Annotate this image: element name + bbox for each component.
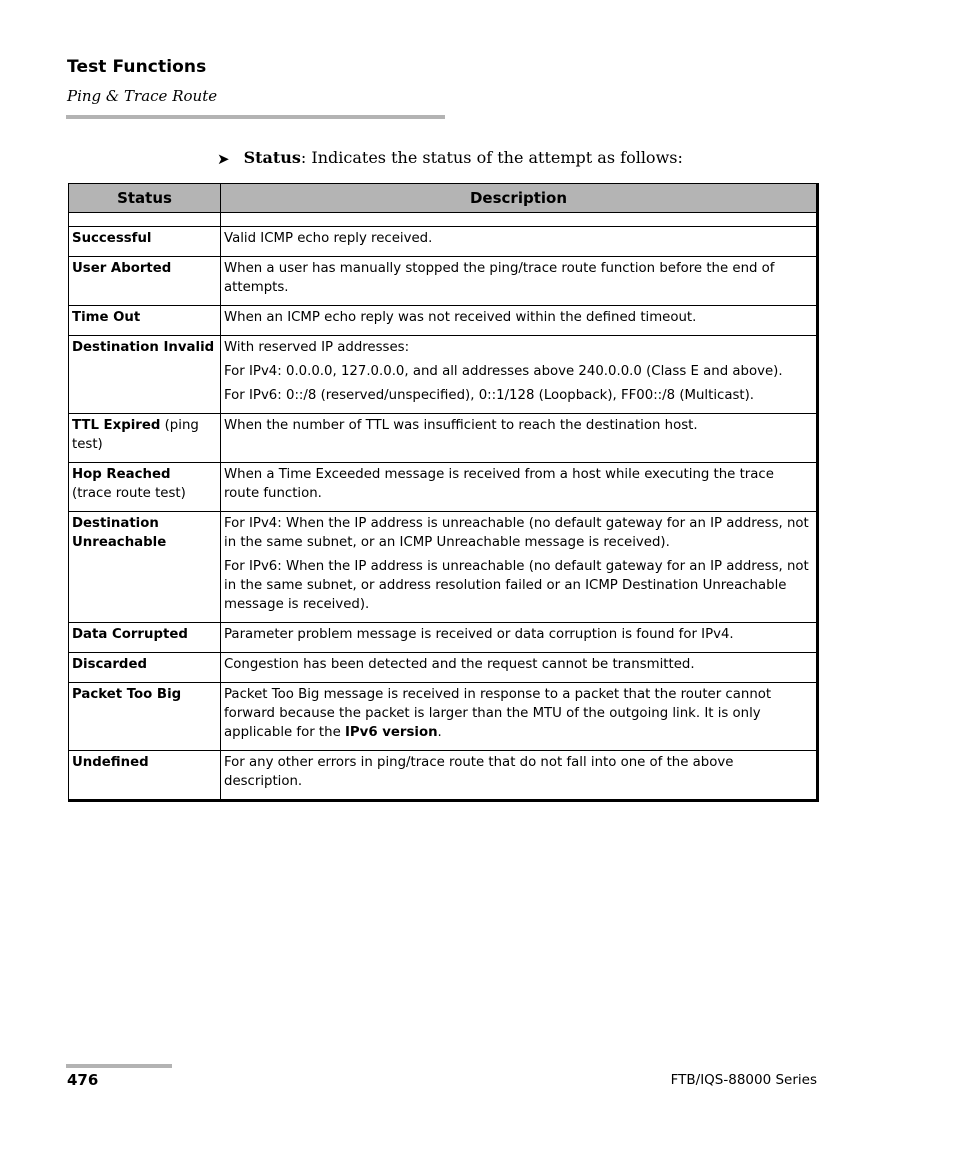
intro-paragraph — [217, 148, 683, 167]
intro-text: : Indicates the status of the attempt as follows: — [300, 148, 683, 167]
table-header-row — [69, 184, 818, 213]
description-paragraph — [224, 685, 813, 742]
description-paragraph: For IPv4: 0.0.0.0, 127.0.0.0, and all addresses above 240.0.0.0 (Class E and above). — [224, 364, 783, 379]
status-label: Time Out — [72, 310, 141, 325]
status-cell — [69, 227, 221, 257]
status-cell — [69, 336, 221, 414]
status-label: Packet Too Big — [72, 687, 182, 702]
description-paragraph: When an ICMP echo reply was not received within the defined timeout. — [224, 310, 697, 325]
status-note: (ping test) — [72, 418, 199, 452]
table-row — [69, 257, 818, 306]
description-paragraph: For IPv6: 0::/8 (reserved/unspecified), 0::1/128 (Loopback), FF00::/8 (Multicast). — [224, 388, 755, 403]
intro-term: Status — [243, 148, 301, 167]
table-row — [69, 512, 818, 623]
description-paragraph: Valid ICMP echo reply received. — [224, 231, 433, 246]
description-cell — [221, 512, 818, 623]
table-row — [69, 751, 818, 801]
header-status: Status — [69, 184, 221, 213]
description-paragraph: When a user has manually stopped the ping/trace route function before the end of attempts. — [224, 261, 775, 295]
description-text: Packet Too Big message is received in response to a packet that the router cannot forward because the packet is larger than the MTU of the outgoing link. It is only applicable for the — [224, 687, 772, 740]
table-row — [69, 414, 818, 463]
description-cell — [221, 227, 818, 257]
status-note: (trace route test) — [72, 486, 186, 501]
description-cell — [221, 336, 818, 414]
status-cell — [69, 414, 221, 463]
arrow-bullet-icon: ➤ — [217, 150, 230, 168]
footer-divider — [66, 1064, 172, 1068]
status-label: TTL Expired — [72, 418, 161, 433]
description-cell — [221, 414, 818, 463]
product-series: FTB/IQS-88000 Series — [670, 1072, 817, 1088]
table-row — [69, 463, 818, 512]
table-row — [69, 227, 818, 257]
section-subtitle: Ping & Trace Route — [67, 87, 218, 105]
status-label: Data Corrupted — [72, 627, 188, 642]
table-row — [69, 336, 818, 414]
description-paragraph: For any other errors in ping/trace route that do not fall into one of the above description. — [224, 755, 734, 789]
description-cell — [221, 257, 818, 306]
status-cell — [69, 653, 221, 683]
description-text: . — [437, 725, 442, 740]
table-body — [69, 213, 818, 801]
description-cell — [221, 653, 818, 683]
description-cell — [221, 683, 818, 751]
status-table — [68, 183, 819, 802]
description-cell — [221, 306, 818, 336]
status-label: User Aborted — [72, 261, 172, 276]
status-cell — [69, 623, 221, 653]
status-cell — [69, 306, 221, 336]
description-cell — [221, 751, 818, 801]
status-cell — [69, 751, 221, 801]
status-label: Discarded — [72, 657, 147, 672]
status-cell — [69, 257, 221, 306]
table-row — [69, 683, 818, 751]
header-gap-row — [69, 213, 818, 227]
header-divider — [66, 115, 445, 119]
table-row — [69, 623, 818, 653]
description-paragraph: Congestion has been detected and the request cannot be transmitted. — [224, 657, 695, 672]
status-label: Hop Reached — [72, 467, 171, 482]
section-title: Test Functions — [67, 57, 207, 77]
status-label: Undefined — [72, 755, 149, 770]
status-cell — [69, 683, 221, 751]
status-label: Destination Invalid — [72, 340, 215, 355]
description-paragraph: For IPv6: When the IP address is unreachable (no default gateway for an IP address, not in the same subnet, or address resolution failed or an ICMP Destination Unreachable message is received). — [224, 559, 809, 612]
description-paragraph: When a Time Exceeded message is received from a host while executing the trace route function. — [224, 467, 774, 501]
description-paragraph: With reserved IP addresses: — [224, 340, 410, 355]
description-cell — [221, 623, 818, 653]
description-paragraph: For IPv4: When the IP address is unreachable (no default gateway for an IP address, not in the same subnet, or an ICMP Unreachable message is received). — [224, 516, 809, 550]
description-paragraph: When the number of TTL was insufficient to reach the destination host. — [224, 418, 698, 433]
table-row — [69, 653, 818, 683]
status-label: Destination Unreachable — [72, 516, 167, 550]
table-row — [69, 306, 818, 336]
description-paragraph: Parameter problem message is received or data corruption is found for IPv4. — [224, 627, 734, 642]
status-cell — [69, 463, 221, 512]
description-emphasis: IPv6 version — [344, 725, 438, 740]
header-description: Description — [221, 184, 818, 213]
status-label: Successful — [72, 231, 152, 246]
description-cell — [221, 463, 818, 512]
status-cell — [69, 512, 221, 623]
page-number: 476 — [67, 1071, 99, 1089]
